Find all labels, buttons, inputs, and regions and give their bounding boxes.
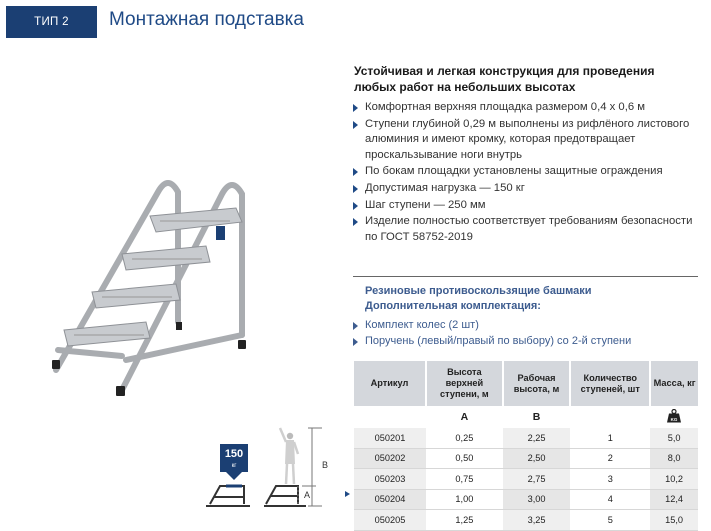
table-row: 050204 1,00 3,00 4 12,4 xyxy=(354,489,698,510)
feature-item: Изделие полностью соответствует требованиям безопасности по ГОСТ 58752-2019 xyxy=(353,214,703,245)
stair-illustration xyxy=(40,170,265,405)
bullet-icon xyxy=(353,168,358,176)
page-title: Монтажная подставка xyxy=(109,9,304,30)
table-row: 050201 0,25 2,25 1 5,0 xyxy=(354,428,698,448)
row-marker-icon xyxy=(345,491,350,497)
extras-item: Поручень (левый/правый по выбору) со 2-й ступени xyxy=(353,334,703,350)
col-article: Артикул xyxy=(354,361,426,406)
bullet-icon xyxy=(353,121,358,129)
bullet-icon xyxy=(353,338,358,346)
extras-item: Комплект колес (2 шт) xyxy=(353,318,703,334)
capacity-value: 150 xyxy=(224,448,244,460)
dimension-b-label: B xyxy=(322,460,329,470)
bullet-icon xyxy=(353,218,358,226)
table-row: 050203 0,75 2,75 3 10,2 xyxy=(354,469,698,490)
feature-item: По бокам площадки установлены защитные ограждения xyxy=(353,164,703,180)
capacity-icon xyxy=(204,424,254,514)
feature-list xyxy=(353,100,703,246)
feature-item: Шаг ступени — 250 мм xyxy=(353,198,703,214)
bullet-icon xyxy=(353,202,358,210)
weight-icon xyxy=(666,409,682,423)
extras-title-line: Резиновые противоскользящие башмаки xyxy=(365,285,592,297)
col-top-step-height: Высота верхней ступени, м xyxy=(426,361,503,406)
table-row: 050205 1,25 3,25 5 15,0 xyxy=(354,510,698,531)
dimension-a-label: A xyxy=(304,490,311,500)
extras-title xyxy=(365,284,695,314)
bullet-icon xyxy=(353,104,358,112)
product-headline: Устойчивая и легкая конструкция для проведения любых работ на небольших высотах xyxy=(354,64,655,94)
type-badge xyxy=(6,6,97,38)
divider xyxy=(353,276,698,277)
bullet-icon xyxy=(353,322,358,330)
feature-item: Допустимая нагрузка — 150 кг xyxy=(353,181,703,197)
extras-title-line: Дополнительная комплектация: xyxy=(365,300,541,312)
table-row: 050202 0,50 2,50 2 8,0 xyxy=(354,448,698,469)
svg-text:KG: KG xyxy=(670,416,678,422)
letter-a: A xyxy=(426,406,503,428)
col-working-height: Рабочая высота, м xyxy=(503,361,571,406)
feature-item: Ступени глубиной 0,29 м выполнены из рифлёного листового алюминия и имеют кромку, которая предотвращает проскальзывание ноги внутрь xyxy=(353,117,703,164)
bullet-icon xyxy=(353,185,358,193)
col-mass: Масса, кг xyxy=(650,361,698,406)
height-dimension-icon xyxy=(262,424,342,514)
col-step-count: Количество ступеней, шт xyxy=(570,361,650,406)
feature-item: Комфортная верхняя площадка размером 0,4 х 0,6 м xyxy=(353,100,703,116)
capacity-unit: кг xyxy=(231,463,237,469)
letter-b: B xyxy=(503,406,571,428)
type-label: ТИП 2 xyxy=(34,16,69,28)
extras-list xyxy=(353,318,703,349)
spec-table xyxy=(354,361,698,531)
